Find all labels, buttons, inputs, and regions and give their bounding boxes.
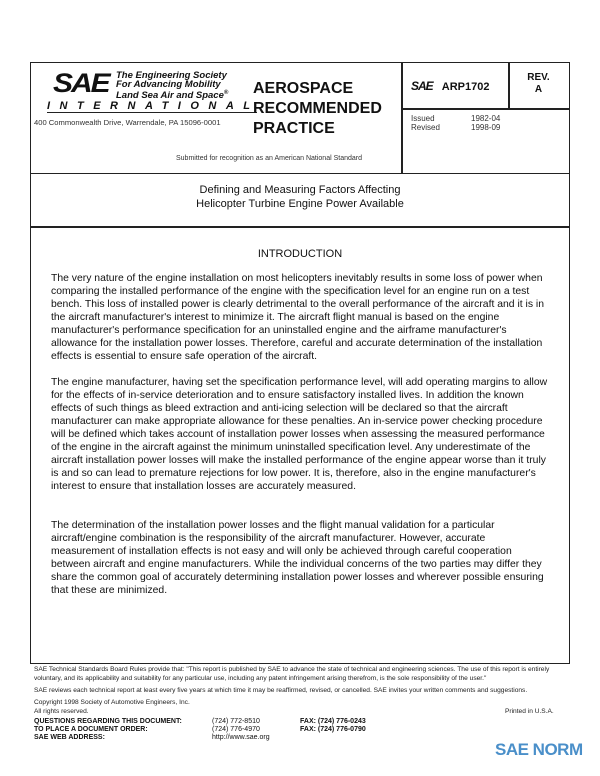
contact-phone: (724) 772-8510	[212, 718, 260, 725]
rev-label: REV.	[527, 72, 550, 83]
watermark-text: SAE NORM	[495, 740, 583, 759]
paragraph: The engine manufacturer, having set the specification performance level, will add operating margins to allow for the effects of in-service deterioration and to ensure satisfactory installed lives. In addition the known effects of such things as bleed extraction and anti-icing selection will be declared so that the aircraft manufacturer can make appropriate allowance for these penalties. An in-service power checking procedure will be defined which takes account of installation power losses when assessing the measured performance of the engine in the aircraft against the minimum uninstalled specification level. Any underestimate of the aircraft installation power losses will make the installed performance of the engine appear worse than it truly is and so can lead to premature rejections for low power. It is, therefore, also in the engine manufacturer's interest to ensure that installation losses are accurately measured.	[51, 377, 548, 492]
paragraph: The determination of the installation power losses and the flight manual validation for a particular aircraft/engine combination is the responsibility of the aircraft manufacturer. However, accurate measurement of installation effects is not easy and will only be achieved through careful cooperation between aircraft and engine manufacturers. While the individual concerns of the two parties may differ they share the common goal of accurately determining installation power losses and wherever possible ensuring that these are minimized.	[51, 520, 544, 596]
document-frame	[30, 62, 570, 664]
revised-value: 1998-09	[471, 123, 501, 132]
review-note: SAE reviews each technical report at least every five years at which time it may be reaffirmed, revised, or cancelled. SAE invites your written comments and suggestions.	[34, 687, 528, 694]
rights-line: All rights reserved.	[34, 708, 89, 715]
divider	[31, 226, 569, 228]
sae-logo: SAE	[53, 68, 109, 99]
copyright	[34, 698, 190, 716]
divider	[401, 108, 569, 110]
issued-value: 1982-04	[471, 114, 501, 123]
doc-type-line: AEROSPACE	[253, 80, 354, 97]
submitted-note: Submitted for recognition as an American National Standard	[176, 155, 362, 162]
contact-label: TO PLACE A DOCUMENT ORDER:	[34, 726, 148, 733]
revised-label: Revised	[411, 123, 440, 132]
document-type	[253, 79, 382, 139]
contacts	[34, 718, 366, 742]
doc-number-value: ARP1702	[441, 81, 490, 93]
contact-fax: FAX: (724) 776-0790	[300, 726, 366, 733]
title-line: Defining and Measuring Factors Affecting	[199, 184, 401, 196]
copyright-line: Copyright 1998 Society of Automotive Engineers, Inc.	[34, 699, 190, 706]
web-address-link[interactable]: http://www.sae.org	[212, 734, 270, 741]
document-title	[31, 183, 569, 211]
board-rules: SAE Technical Standards Board Rules provide that: "This report is published by SAE to advance the state of technical and engineering sciences. The use of this report is entirely voluntary, and its applicability and suitability for any particular use, including any patent infringement arising therefrom, is the sole responsibility of the user."	[34, 666, 550, 682]
address: 400 Commonwealth Drive, Warrendale, PA 15096-0001	[34, 118, 221, 127]
society-tagline	[116, 71, 228, 100]
contact-label: SAE WEB ADDRESS:	[34, 734, 105, 741]
doc-type-line: RECOMMENDED	[253, 100, 382, 117]
doc-number	[411, 79, 489, 93]
tagline-line: The Engineering Society	[116, 70, 227, 81]
tagline-line: For Advancing Mobility	[116, 79, 221, 90]
section-heading: INTRODUCTION	[257, 248, 343, 260]
rev-value: A	[534, 84, 543, 95]
issued-label: Issued	[411, 114, 435, 123]
international-wordmark: INTERNATIONAL	[47, 100, 260, 112]
contact-fax: FAX: (724) 776-0243	[300, 718, 366, 725]
sae-norm-watermark	[495, 740, 583, 760]
registered-mark: ®	[223, 90, 229, 96]
revision	[508, 72, 569, 96]
contact-phone: (724) 776-4970	[212, 726, 260, 733]
paragraph: The very nature of the engine installation on most helicopters inevitably results in some loss of power when comparing the installed performance of the engine with the specification level for an engine run on a test bench. This loss of installed power is clearly detrimental to the overall performance of the aircraft and it is in the aircraft manufacturer's interest to minimize it. The aircraft flight manual is based on the engine manufacturer's performance specification for an uninstalled engine and the airframe manufacturer's allowance for the installation power losses. Therefore, careful and accurate determination of the installation effects is essential to ensure safe operation of the aircraft.	[51, 273, 545, 362]
tagline-line: Land Sea Air and Space	[116, 90, 224, 102]
dates	[411, 114, 500, 132]
title-line: Helicopter Turbine Engine Power Available	[196, 198, 404, 210]
header-block	[31, 63, 569, 174]
divider	[401, 63, 403, 173]
sae-small-logo: SAE	[411, 79, 433, 93]
doc-type-line: PRACTICE	[253, 120, 335, 137]
printed-note: Printed in U.S.A.	[505, 708, 554, 715]
contact-label: QUESTIONS REGARDING THIS DOCUMENT:	[34, 718, 182, 725]
